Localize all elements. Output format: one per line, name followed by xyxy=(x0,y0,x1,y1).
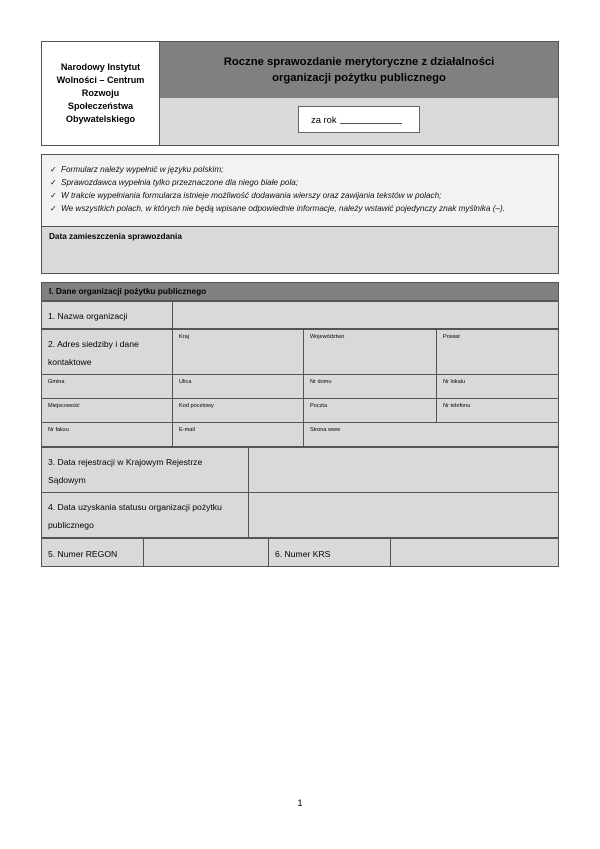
table-row xyxy=(42,398,559,422)
instruction-item xyxy=(50,190,550,203)
document-title xyxy=(160,42,558,98)
row1-label-cell xyxy=(42,301,173,328)
address-field-label: Kod pocztowy xyxy=(179,402,214,409)
row2-label-cell xyxy=(42,329,173,374)
address-field-label: Nr domu xyxy=(310,378,332,385)
row5-label: 5. Numer REGON xyxy=(48,548,118,559)
address-field-gmina[interactable] xyxy=(42,374,173,398)
row3-value-cell[interactable] xyxy=(249,447,559,492)
organization-name-table xyxy=(41,301,559,329)
check-icon: ✓ xyxy=(50,177,57,187)
table-row xyxy=(42,492,559,537)
row1-label: 1. Nazwa organizacji xyxy=(48,310,128,321)
instruction-item xyxy=(50,177,550,190)
address-field-label: Ulica xyxy=(179,378,192,385)
identifiers-table xyxy=(41,538,559,567)
section-header-i xyxy=(41,282,559,301)
publication-date-block[interactable] xyxy=(41,227,559,274)
row5-value-cell[interactable] xyxy=(144,538,269,566)
row6-value-cell[interactable] xyxy=(391,538,559,566)
section-title: I. Dane organizacji pożytku publicznego xyxy=(49,286,207,297)
institution-line: Rozwoju xyxy=(81,87,120,98)
table-row xyxy=(42,329,559,374)
address-field-label: Strona www xyxy=(310,426,341,433)
row2-label: 2. Adres siedziby i dane kontaktowe xyxy=(48,338,139,367)
row1-value-cell[interactable] xyxy=(173,301,559,328)
instruction-text: Formularz należy wypełnić w języku polskim; xyxy=(61,164,224,174)
table-row xyxy=(42,374,559,398)
address-field-email[interactable] xyxy=(173,422,304,446)
instruction-item xyxy=(50,164,550,177)
address-field-wojewodztwo[interactable] xyxy=(304,329,437,374)
institution-name xyxy=(57,61,145,126)
institution-logo-cell xyxy=(42,42,160,145)
row4-label-cell xyxy=(42,492,249,537)
row5-label-cell xyxy=(42,538,144,566)
address-field-label: Miejscowość xyxy=(48,402,80,409)
address-field-nr-lokalu[interactable] xyxy=(437,374,559,398)
check-icon: ✓ xyxy=(50,164,57,174)
address-field-kod-pocztowy[interactable] xyxy=(173,398,304,422)
year-input[interactable] xyxy=(340,114,402,124)
spacer xyxy=(41,274,559,282)
row4-value-cell[interactable] xyxy=(249,492,559,537)
check-icon: ✓ xyxy=(50,203,57,213)
address-field-label: Powiat xyxy=(443,333,460,340)
instruction-item xyxy=(50,203,550,216)
address-table xyxy=(41,329,559,447)
address-field-kraj[interactable] xyxy=(173,329,304,374)
address-field-nr-telefonu[interactable] xyxy=(437,398,559,422)
spacer xyxy=(41,146,559,154)
institution-line: Narodowy Instytut xyxy=(60,62,141,73)
address-field-nr-domu[interactable] xyxy=(304,374,437,398)
form-document xyxy=(41,41,559,567)
instruction-text: W trakcie wypełniania formularza istnieje możliwość dodawania wierszy oraz zawijania tekstów w polach; xyxy=(61,190,442,200)
year-input-box[interactable] xyxy=(298,106,420,133)
registration-dates-table xyxy=(41,447,559,538)
table-row xyxy=(42,301,559,328)
instruction-text: Sprawozdawca wypełnia tylko przeznaczone dla niego białe pola; xyxy=(61,177,299,187)
table-row xyxy=(42,447,559,492)
row3-label: 3. Data rejestracji w Krajowym Rejestrze Sądowym xyxy=(48,456,203,485)
instruction-text: We wszystkich polach, w których nie będą wpisane odpowiednie informacje, należy wstawić pojedynczy znak myślnika (–). xyxy=(61,203,505,213)
institution-line: Wolności – Centrum xyxy=(56,75,145,86)
table-row xyxy=(42,422,559,446)
address-field-miejscowosc[interactable] xyxy=(42,398,173,422)
address-field-label: E-mail xyxy=(179,426,195,433)
publication-date-label: Data zamieszczenia sprawozdania xyxy=(49,231,182,241)
table-row xyxy=(42,538,559,566)
check-icon: ✓ xyxy=(50,190,57,200)
institution-line: Społeczeństwa xyxy=(67,100,134,111)
row4-label: 4. Data uzyskania statusu organizacji pożytku publicznego xyxy=(48,501,222,530)
address-field-strona-www[interactable] xyxy=(304,422,559,446)
document-title-line: organizacji pożytku publicznego xyxy=(272,72,446,85)
address-field-poczta[interactable] xyxy=(304,398,437,422)
year-band xyxy=(160,98,558,145)
institution-line: Obywatelskiego xyxy=(65,113,136,124)
address-field-label: Gmina xyxy=(48,378,65,385)
header-right-column xyxy=(160,42,558,145)
address-field-label: Poczta xyxy=(310,402,328,409)
row3-label-cell xyxy=(42,447,249,492)
address-field-label: Nr faksu xyxy=(48,426,69,433)
page-number: 1 xyxy=(297,798,303,808)
address-field-powiat[interactable] xyxy=(437,329,559,374)
year-label: za rok xyxy=(311,113,337,125)
document-header xyxy=(41,41,559,146)
address-field-ulica[interactable] xyxy=(173,374,304,398)
address-field-label: Kraj xyxy=(179,333,189,340)
address-field-label: Nr lokalu xyxy=(443,378,466,385)
instructions-block xyxy=(41,154,559,227)
address-field-label: Województwo xyxy=(310,333,345,340)
row6-label-cell xyxy=(269,538,391,566)
document-title-line: Roczne sprawozdanie merytoryczne z działalności xyxy=(223,56,495,68)
address-field-nr-faksu[interactable] xyxy=(42,422,173,446)
address-field-label: Nr telefonu xyxy=(443,402,471,409)
row6-label: 6. Numer KRS xyxy=(275,548,331,559)
